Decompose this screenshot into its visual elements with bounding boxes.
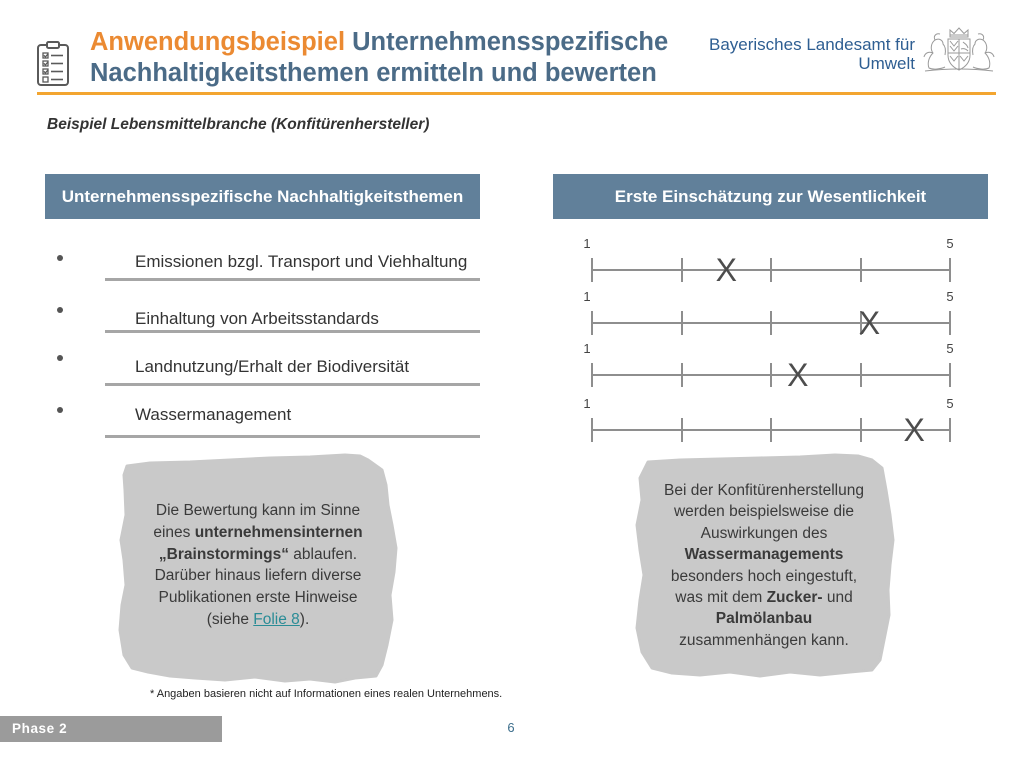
folie-8-link[interactable]: Folie 8 <box>253 610 300 628</box>
bullet-dot <box>57 407 63 413</box>
topic-item: Landnutzung/Erhalt der Biodiversität <box>135 357 410 376</box>
scale-tick <box>591 258 593 282</box>
note-text: ablaufen. <box>288 545 358 563</box>
title-line1: Unternehmensspezifische <box>352 28 669 56</box>
checklist-icon <box>35 40 73 88</box>
scale-min-label: 1 <box>583 236 591 251</box>
note-text: und <box>822 589 853 607</box>
note-line <box>639 523 889 544</box>
scale-max-label: 5 <box>946 396 954 411</box>
org-name-line1: Bayerisches Landesamt für <box>709 35 915 54</box>
note-text: Darüber hinaus liefern diverse <box>154 567 362 585</box>
phase-badge <box>0 716 222 742</box>
page-number: 6 <box>507 720 515 735</box>
scale-tick <box>770 418 772 442</box>
org-name <box>709 35 915 73</box>
note-text: werden beispielsweise die <box>673 503 855 521</box>
coat-of-arms-logo <box>921 25 997 73</box>
scale-tick <box>770 363 772 387</box>
scale-tick <box>770 258 772 282</box>
rating-marker: X <box>858 305 881 341</box>
rating-marker: X <box>787 357 809 393</box>
scale-tick <box>591 418 593 442</box>
note-text: besonders hoch eingestuft, <box>670 567 858 585</box>
scale-tick <box>949 311 951 335</box>
note-text: Die Bewertung kann im Sinne <box>155 502 361 519</box>
note-text: Auswirkungen des <box>700 524 828 542</box>
rating-marker: X <box>715 252 737 288</box>
note-line <box>639 544 889 565</box>
note-text: Bei der Konfitürenherstellung <box>664 482 864 499</box>
scale-tick <box>681 363 683 387</box>
note-text-bold: Wassermanagements <box>684 546 844 564</box>
note-text: zusammenhängen kann. <box>679 631 849 649</box>
scale-min-label: 1 <box>583 341 591 356</box>
subtitle: Beispiel Lebensmittelbranche (Konfitürenhersteller) <box>47 116 430 133</box>
note-text-bold: „Brainstormings“ <box>158 545 289 563</box>
topic-item: Emissionen bzgl. Transport und Viehhaltung <box>135 252 468 271</box>
note-line <box>133 565 383 587</box>
note-right <box>639 480 889 651</box>
rating-marker: X <box>903 412 925 448</box>
topic-item: Wassermanagement <box>135 405 292 424</box>
note-text: (siehe <box>206 610 254 628</box>
note-line <box>133 522 383 544</box>
topic-underline <box>105 383 480 386</box>
note-line <box>133 500 383 522</box>
scale-tick <box>681 258 683 282</box>
note-left <box>133 500 383 631</box>
bullet-dot <box>57 307 63 313</box>
note-line <box>639 480 889 501</box>
note-line <box>639 630 889 651</box>
topic-item: Einhaltung von Arbeitsstandards <box>135 309 379 328</box>
scale-min-label: 1 <box>583 289 591 304</box>
scale-tick <box>949 258 951 282</box>
scale-tick <box>860 418 862 442</box>
scale-tick <box>681 311 683 335</box>
title-line2: Nachhaltigkeitsthemen ermitteln und bewerten <box>90 59 657 87</box>
topic-underline <box>105 278 480 281</box>
scale-max-label: 5 <box>946 289 954 304</box>
note-line <box>133 544 383 566</box>
note-line <box>133 587 383 609</box>
scale-tick <box>949 418 951 442</box>
page-title <box>90 27 668 89</box>
note-text: Publikationen erste Hinweise <box>158 589 358 607</box>
note-line <box>639 501 889 522</box>
topics-heading: Unternehmensspezifische Nachhaltigkeitsthemen <box>45 174 480 219</box>
scale-min-label: 1 <box>583 396 591 411</box>
header-divider <box>37 92 996 95</box>
note-text-bold: Palmölanbau <box>715 610 813 628</box>
scale-tick <box>770 311 772 335</box>
org-name-line2: Umwelt <box>858 54 915 73</box>
scale-tick <box>860 363 862 387</box>
note-line <box>133 609 383 631</box>
phase-label: Phase 2 <box>12 721 68 736</box>
bullet-dot <box>57 355 63 361</box>
note-text: ). <box>299 610 310 628</box>
title-highlight: Anwendungsbeispiel <box>90 28 346 56</box>
note-line <box>639 608 889 629</box>
assessment-heading: Erste Einschätzung zur Wesentlichkeit <box>553 174 988 219</box>
scale-tick <box>949 363 951 387</box>
topic-underline <box>105 435 480 438</box>
note-text-bold: unternehmensinternen <box>194 523 363 541</box>
scale-tick <box>591 363 593 387</box>
scale-tick <box>591 311 593 335</box>
scale-tick <box>860 258 862 282</box>
bullet-dot <box>57 255 63 261</box>
scale-max-label: 5 <box>946 236 954 251</box>
note-line <box>639 587 889 608</box>
footnote: * Angaben basieren nicht auf Informationen eines realen Unternehmens. <box>150 688 503 700</box>
scale-tick <box>681 418 683 442</box>
note-line <box>639 566 889 587</box>
note-text: was mit dem <box>675 589 767 607</box>
topic-underline <box>105 330 480 333</box>
note-text: eines <box>153 523 195 541</box>
note-text-bold: Zucker- <box>766 589 823 607</box>
scale-max-label: 5 <box>946 341 954 356</box>
